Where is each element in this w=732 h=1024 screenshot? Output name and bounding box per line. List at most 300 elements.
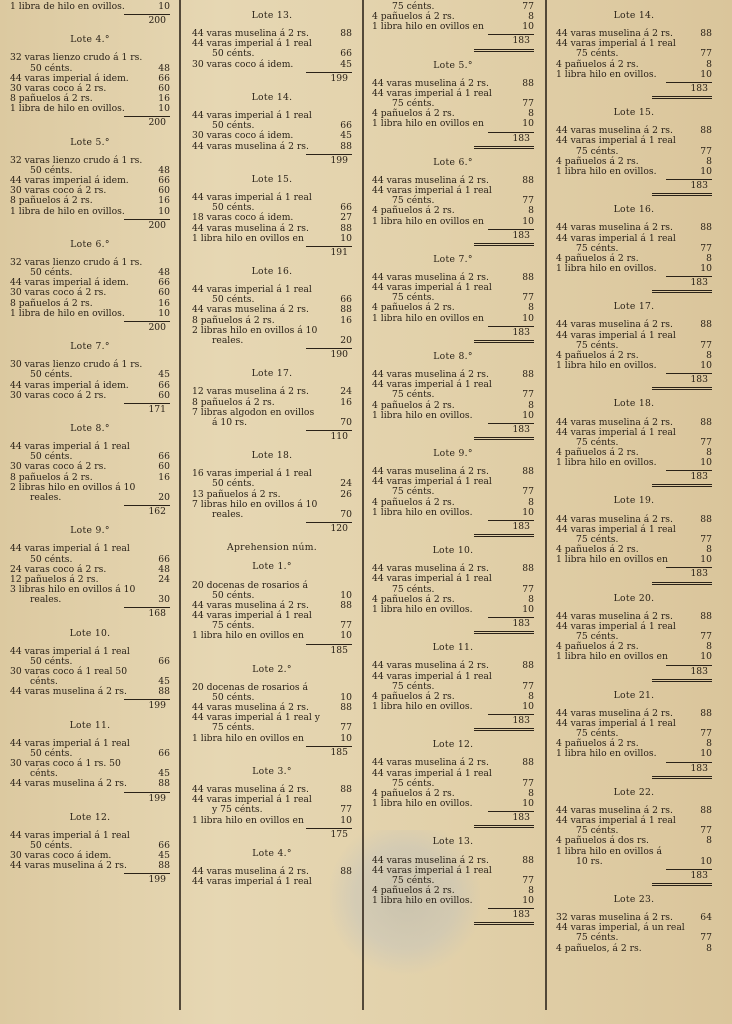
double-rule [652,193,712,196]
item-description: 50 cénts. [212,478,255,490]
item-description: 75 cénts. [392,777,435,789]
item-description: 75 cénts. [576,339,619,351]
item-description: 1 libra hilo en ovillos en [192,814,304,826]
item-description: 8 pañuelos á 2 rs. [192,396,275,408]
item-description: 75 cénts. [392,1,435,12]
lot-total: 199 [148,792,166,804]
item-description: 44 varas imperial á 1 real [372,864,492,876]
item-description: 44 varas muselina á 2 rs. [556,804,673,816]
item-description: 50 cénts. [30,655,73,667]
lot-entry [192,665,352,758]
lot-item [10,595,170,605]
item-description: 1 libra de hilo en ovillos. [10,1,125,12]
lot-entry [10,2,170,26]
item-description: 44 varas muselina á 2 rs. [372,563,489,575]
lot-entry [372,2,534,52]
item-amount: 88 [700,610,712,622]
item-amount: 45 [158,850,170,862]
item-amount: 88 [700,707,712,719]
item-amount: 8 [528,885,534,896]
lot-heading: Lote 8.° [70,423,110,434]
item-description: 44 varas muselina á 2 rs. [192,866,309,877]
item-amount: 48 [158,164,170,176]
lot-entry [192,562,352,655]
item-description: 4 pañuelos á 2 rs. [556,252,639,264]
lot-entry [192,849,352,887]
lot-total: 185 [330,746,348,758]
item-amount: 8 [528,11,534,23]
item-amount: 60 [158,461,170,473]
item-amount: 16 [340,396,352,408]
item-description: 1 libra hilo en ovillos. [556,457,657,469]
item-amount: 10 [522,312,534,324]
lot-item [372,22,534,32]
item-description: 1 libra de hilo en ovillos. [10,205,125,217]
item-description: 75 cénts. [576,825,619,837]
item-amount: 30 [158,594,170,606]
item-description: 44 varas imperial á 1 real [372,476,492,488]
item-amount: 77 [700,145,712,157]
item-description: 44 varas imperial á 1 real y [192,712,320,724]
item-description: 1 libra hilo en ovillos. [372,895,473,907]
item-amount: 8 [706,349,712,361]
item-amount: 77 [700,48,712,60]
item-amount: 77 [522,777,534,789]
lot-heading: Lote 11. [432,642,474,654]
lot-item [372,799,534,809]
lot-heading: Lote 12. [432,739,474,751]
lot-entry [556,399,712,487]
item-amount: 8 [528,690,534,702]
item-amount: 88 [522,563,534,575]
item-description: y 75 cénts. [212,804,263,816]
item-amount: 10 [700,262,712,274]
lot-total: 183 [690,665,708,677]
item-amount: 45 [340,130,352,142]
item-description: 44 varas imperial á idem. [10,72,129,84]
lot-total: 199 [330,154,348,166]
item-description: 44 varas muselina á 2 rs. [372,369,489,381]
item-amount: 10 [522,21,534,33]
item-description: 44 varas muselina á 2 rs. [556,319,673,331]
double-rule [474,49,534,52]
item-description: 4 pañuelos á 2 rs. [372,787,455,799]
lot-entry [192,175,352,258]
item-description: 44 varas muselina á 2 rs. [10,778,127,790]
item-amount: 8 [706,835,712,847]
item-description: 75 cénts. [576,48,619,60]
lot-entry [556,11,712,99]
lot-total: 183 [690,762,708,774]
lot-heading: Lote 14. [251,91,293,103]
lot-total: 120 [330,523,348,535]
item-amount: 88 [340,28,352,40]
lot-entry [556,496,712,584]
item-description: 44 varas muselina á 2 rs. [192,304,309,316]
item-description: 44 varas muselina á 2 rs. [192,599,309,611]
item-description: 4 pañuelos á 2 rs. [372,302,455,314]
item-description: 1 libra hilo en ovillos. [372,409,473,421]
item-description: 44 varas muselina á 2 rs. [372,174,489,186]
item-description: 44 varas muselina á 2 rs. [556,707,673,719]
lot-entry [372,61,534,149]
item-amount: 66 [158,747,170,759]
item-amount: 10 [158,307,170,319]
item-description: 1 libra hilo en ovillos. [556,68,657,80]
column-rule [179,0,181,1010]
item-description: 30 varas lienzo crudo á 1 rs. [10,359,143,371]
item-amount: 48 [158,267,170,279]
item-amount: 10 [522,215,534,227]
double-rule [474,243,534,246]
item-amount: 8 [528,787,534,799]
item-amount: 60 [158,185,170,197]
lot-entry [372,837,534,925]
item-description: 44 varas imperial á 1 real [556,717,676,729]
lot-heading: Lote 18. [251,450,293,462]
lot-item [556,652,712,662]
item-amount: 27 [340,212,352,224]
lot-heading: Lote 1.° [252,561,292,573]
lot-entry [10,342,170,415]
item-description: reales. [212,334,244,346]
item-amount: 10 [522,506,534,518]
item-description: 44 varas muselina á 2 rs. [556,513,673,525]
item-amount: 24 [340,478,352,490]
item-description: cénts. [30,676,58,688]
item-description: 1 libra hilo en ovillos en [192,732,304,744]
item-description: 44 varas imperial á 1 real [10,543,130,555]
item-amount: 88 [158,778,170,790]
item-description: 44 varas imperial á idem. [10,379,129,391]
item-description: 44 varas imperial á 1 real [192,610,312,622]
item-amount: 77 [522,292,534,304]
lot-heading: Lote 4.° [252,847,292,859]
lot-item [192,734,352,744]
item-description: 50 cénts. [30,553,73,565]
item-description: 44 varas imperial á 1 real [192,284,312,296]
item-description: 44 varas imperial, á un real [556,922,685,934]
item-amount: 66 [158,277,170,289]
item-description: 44 varas imperial á 1 real [192,110,312,122]
item-description: 4 pañuelos á 2 rs. [372,108,455,120]
double-rule [474,922,534,925]
item-description: 32 varas lienzo crudo á 1 rs. [10,52,143,64]
item-amount: 66 [158,655,170,667]
lot-item [372,605,534,615]
column-3 [372,2,534,925]
item-description: 4 pañuelos á 2 rs. [372,399,455,411]
item-amount: 8 [528,399,534,411]
lot-total: 183 [512,35,530,47]
item-description: 44 varas muselina á 2 rs. [556,222,673,234]
item-amount: 88 [522,174,534,186]
double-rule [652,776,712,779]
item-description: 32 varas lienzo crudo á 1 rs. [10,256,143,268]
item-amount: 45 [158,768,170,780]
lot-total: 183 [690,180,708,192]
lot-heading: Lote 17. [251,368,293,380]
lot-heading: Lote 14. [613,10,655,21]
lot-heading: Aprehension núm. [227,542,317,554]
item-description: 30 varas coco á 2 rs. [10,185,107,197]
item-description: 44 varas muselina á 2 rs. [192,702,309,714]
item-amount: 8 [528,302,534,314]
item-amount: 10 [700,651,712,663]
lot-heading: Lote 11. [69,719,111,731]
lot-item [556,70,712,80]
item-amount: 88 [158,686,170,698]
lot-item [10,493,170,503]
item-description: 44 varas imperial á 1 real [192,38,312,50]
lot-item [10,309,170,319]
lot-item [556,458,712,468]
item-amount: 20 [340,334,352,346]
item-description: 12 pañuelos á 2 rs. [10,573,99,585]
column-rule [545,0,547,1010]
item-amount: 88 [700,28,712,40]
lot-heading: Lote 6.° [70,238,110,250]
item-description: 24 varas coco á 2 rs. [10,563,107,575]
item-amount: 24 [158,573,170,585]
item-description: 44 varas imperial á 1 real [372,379,492,391]
item-amount: 10 [700,457,712,469]
item-description: 30 varas coco á 1 rs. 50 [10,758,121,770]
item-amount: 77 [700,728,712,740]
item-description: 10 rs. [576,855,603,867]
item-description: 7 libras hilo en ovillos á 10 [192,498,318,510]
item-amount: 10 [700,360,712,372]
lot-heading: Lote 16. [251,265,293,277]
item-description: 44 varas muselina á 2 rs. [556,28,673,40]
item-amount: 10 [522,895,534,907]
item-amount: 66 [158,175,170,187]
item-amount: 10 [522,700,534,712]
item-amount: 10 [340,732,352,744]
double-rule [652,883,712,886]
item-description: 44 varas imperial á 1 real [192,192,312,204]
double-rule [652,582,712,585]
lot-item [372,896,534,906]
item-description: 75 cénts. [576,145,619,157]
item-amount: 10 [340,814,352,826]
lot-entry [10,138,170,231]
item-description: 1 libra hilo en ovillos en [372,21,484,33]
item-amount: 88 [700,319,712,331]
lot-item [10,207,170,217]
item-description: 44 varas imperial á 1 real [10,829,130,841]
item-description: 44 varas imperial á 1 real [556,426,676,438]
item-amount: 88 [700,804,712,816]
item-amount: 16 [158,93,170,105]
lot-heading: Lote 21. [613,689,655,701]
lot-entry [192,267,352,360]
item-description: 32 varas lienzo crudo á 1 rs. [10,154,143,166]
item-amount: 88 [340,599,352,611]
lot-item [192,418,352,428]
item-description: 44 varas muselina á 2 rs. [556,610,673,622]
item-description: 44 varas imperial á 1 real [556,620,676,632]
lot-total: 183 [690,869,708,881]
lot-heading: Lote 10. [432,545,474,557]
item-description: 1 libra hilo en ovillos. [372,506,473,518]
lot-entry [556,205,712,293]
lot-item [192,336,352,346]
item-amount: 10 [522,118,534,130]
item-description: 50 cénts. [30,747,73,759]
lot-item [192,60,352,70]
item-description: 75 cénts. [392,680,435,692]
lot-item [372,411,534,421]
item-description: 50 cénts. [30,267,73,279]
lot-total: 162 [148,506,166,518]
item-amount: 77 [700,339,712,351]
item-description: 1 libra hilo en ovillos. [556,748,657,760]
lot-total: 183 [512,132,530,144]
item-description: cénts. [30,768,58,780]
lot-entry [10,35,170,128]
lot-heading: Lote 9.° [70,525,110,537]
double-rule [652,679,712,682]
lot-entry [10,629,170,712]
item-description: reales. [30,491,62,503]
item-description: 44 varas imperial á 1 real [372,573,492,585]
lot-heading: Lote 7.° [433,253,473,265]
item-amount: 77 [700,533,712,545]
item-amount: 10 [340,691,352,703]
item-description: 44 varas imperial á 1 real [556,523,676,535]
lot-heading: Lote 22. [613,786,655,798]
item-amount: 77 [522,98,534,110]
double-rule [652,290,712,293]
item-amount: 66 [340,120,352,132]
item-description: 50 cénts. [212,589,255,601]
item-description: 75 cénts. [392,874,435,886]
item-description: 44 varas muselina á 2 rs. [556,125,673,137]
item-description: 44 varas muselina á 2 rs. [372,660,489,672]
lot-entry [556,108,712,196]
item-amount: 88 [700,222,712,234]
item-amount: 88 [522,271,534,283]
item-description: 44 varas imperial á idem. [10,175,129,187]
lot-total: 200 [148,117,166,129]
item-amount: 88 [340,866,352,877]
item-amount: 66 [158,451,170,463]
item-description: 20 docenas de rosarios á [192,681,308,693]
double-rule [474,340,534,343]
item-amount: 10 [158,205,170,217]
lot-item [192,142,352,152]
item-description: 75 cénts. [212,722,255,734]
lot-total: 175 [330,828,348,840]
item-description: 4 pañuelos á 2 rs. [556,738,639,750]
item-amount: 20 [158,491,170,503]
item-amount: 66 [158,379,170,391]
item-description: 2 libras hilo en ovillos á 10 [192,324,318,336]
item-description: 44 varas muselina á 2 rs. [372,77,489,89]
item-description: á 10 rs. [212,416,248,428]
item-description: 30 varas coco á 1 real 50 [10,665,128,677]
item-description: 1 libra de hilo en ovillos. [10,307,125,319]
item-amount: 8 [706,252,712,264]
lot-entry [556,302,712,390]
lot-item [192,816,352,826]
item-description: 30 varas coco á 2 rs. [10,461,107,473]
item-description: 44 varas imperial á 1 real [372,282,492,294]
lot-total: 200 [148,219,166,231]
item-amount: 66 [158,72,170,84]
item-description: 4 pañuelos á 2 rs. [372,593,455,605]
item-description: 75 cénts. [576,436,619,448]
item-amount: 16 [158,195,170,207]
lot-entry [192,451,352,534]
lot-total: 183 [690,471,708,483]
item-description: 4 pañuelos á 2 rs. [556,349,639,361]
double-rule [652,387,712,390]
item-amount: 48 [158,62,170,74]
lot-heading: Lote 5.° [70,136,110,148]
lot-entry [192,767,352,840]
item-description: 75 cénts. [392,583,435,595]
item-description: 50 cénts. [30,164,73,176]
lot-total: 183 [690,82,708,94]
double-rule [652,96,712,99]
double-rule [474,534,534,537]
item-amount: 10 [340,589,352,601]
item-amount: 66 [340,202,352,214]
lot-entry [372,546,534,634]
item-amount: 10 [340,232,352,244]
item-amount: 8 [528,205,534,217]
item-description: 44 varas imperial á 1 real [556,815,676,827]
item-amount: 88 [522,466,534,478]
lot-heading: Lote 10. [69,627,111,639]
item-description: 4 pañuelos á dos rs. [556,835,649,847]
item-description: 1 libra hilo en ovillos en [192,232,304,244]
lot-total: 183 [690,374,708,386]
item-description: 44 varas muselina á 2 rs. [372,854,489,866]
lot-item [556,749,712,759]
item-description: 1 libra hilo en ovillos. [556,262,657,274]
item-description: 4 pañuelos á 2 rs. [556,641,639,653]
item-amount: 77 [522,195,534,207]
item-description: 75 cénts. [576,932,619,944]
item-description: 4 pañuelos á 2 rs. [556,58,639,70]
lot-heading: Lote 15. [251,173,293,185]
item-amount: 77 [522,486,534,498]
lot-total: 185 [330,644,348,656]
item-description: 75 cénts. [576,728,619,740]
lot-total: 199 [148,700,166,712]
lot-heading: Lote 13. [251,10,293,21]
item-description: 75 cénts. [576,631,619,643]
lot-total: 171 [148,403,166,415]
item-amount: 88 [522,77,534,89]
item-description: 50 cénts. [30,840,73,851]
lot-total: 183 [512,520,530,532]
lot-item [372,702,534,712]
lot-item [372,508,534,518]
lot-total: 183 [512,909,530,921]
item-description: 44 varas muselina á 2 rs. [372,466,489,478]
item-description: 44 varas imperial á 1 real [372,87,492,99]
item-amount: 77 [340,620,352,632]
lot-heading: Lote 12. [69,811,111,823]
item-amount: 10 [158,1,170,12]
lot-item [556,361,712,371]
item-description: 50 cénts. [212,691,255,703]
lot-item [10,861,170,871]
